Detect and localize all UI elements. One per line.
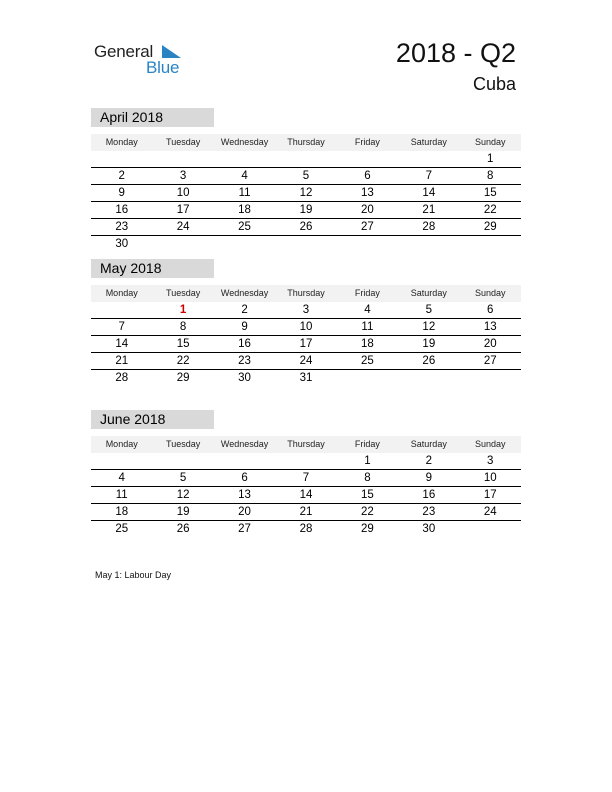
holiday-note: May 1: Labour Day bbox=[95, 570, 172, 580]
day-cell: 4 bbox=[364, 304, 371, 316]
day-cell: 19 bbox=[176, 506, 190, 518]
day-cell: 29 bbox=[361, 523, 374, 535]
day-cell: 16 bbox=[115, 204, 129, 216]
day-cell: 20 bbox=[483, 338, 497, 350]
weekday-label: Friday bbox=[354, 439, 380, 449]
week-row bbox=[91, 353, 521, 370]
day-cell: 9 bbox=[241, 321, 248, 333]
day-cell: 25 bbox=[115, 523, 129, 535]
day-cell: 5 bbox=[179, 472, 187, 484]
day-cell: 11 bbox=[238, 187, 251, 199]
day-cell bbox=[398, 370, 459, 386]
day-cell bbox=[275, 236, 336, 252]
weekday-label: Thursday bbox=[287, 288, 325, 298]
weekday-label: Wednesday bbox=[220, 137, 269, 147]
day-cell: 20 bbox=[238, 506, 251, 518]
day-cell: 25 bbox=[238, 221, 251, 233]
logo-text-blue: Blue bbox=[146, 58, 180, 77]
day-cell: 10 bbox=[299, 321, 313, 333]
weekday-label: Thursday bbox=[287, 439, 325, 449]
day-cell: 26 bbox=[299, 221, 313, 233]
weekday-label: Tuesday bbox=[166, 288, 201, 298]
day-cell: 3 bbox=[487, 455, 494, 467]
week-row bbox=[91, 236, 521, 252]
day-cell: 31 bbox=[299, 372, 313, 384]
day-cell: 7 bbox=[302, 472, 310, 484]
week-row bbox=[91, 453, 521, 470]
day-cell: 15 bbox=[176, 338, 190, 350]
week-row bbox=[91, 370, 521, 386]
day-cell: 21 bbox=[422, 204, 436, 216]
day-cell: 15 bbox=[483, 187, 497, 199]
day-cell: 3 bbox=[179, 170, 187, 182]
day-cell: 9 bbox=[425, 472, 433, 484]
week-row bbox=[91, 487, 521, 504]
month-may bbox=[91, 259, 521, 386]
day-cell: 24 bbox=[299, 355, 313, 367]
day-cell: 17 bbox=[176, 204, 190, 216]
day-cell: 18 bbox=[238, 204, 251, 216]
weekday-label: Saturday bbox=[410, 288, 447, 298]
day-cell: 13 bbox=[483, 321, 497, 333]
day-cell bbox=[275, 453, 336, 469]
day-cell: 3 bbox=[302, 304, 310, 316]
day-cell: 14 bbox=[422, 187, 436, 199]
day-cell: 12 bbox=[299, 187, 313, 199]
day-cell bbox=[214, 236, 275, 252]
day-cell bbox=[91, 151, 152, 167]
day-cell: 14 bbox=[299, 489, 313, 501]
day-cell: 30 bbox=[238, 372, 251, 384]
day-cell: 9 bbox=[118, 187, 125, 199]
day-cell bbox=[460, 370, 521, 386]
day-cell bbox=[214, 453, 275, 469]
day-cell: 30 bbox=[115, 238, 129, 250]
day-cell bbox=[152, 151, 213, 167]
holiday-notes bbox=[95, 570, 171, 580]
week-row bbox=[91, 202, 521, 219]
weekday-label: Thursday bbox=[287, 137, 325, 147]
day-cell: 16 bbox=[238, 338, 251, 350]
country-name: Cuba bbox=[472, 74, 516, 94]
day-cell bbox=[275, 151, 336, 167]
day-cell: 16 bbox=[422, 489, 436, 501]
day-cell bbox=[398, 236, 459, 252]
day-cell: 28 bbox=[299, 523, 313, 535]
day-cell: 1 bbox=[364, 455, 371, 467]
day-cell: 20 bbox=[361, 204, 374, 216]
weekday-label: Monday bbox=[105, 137, 138, 147]
day-cell bbox=[91, 453, 152, 469]
day-cell: 23 bbox=[238, 355, 251, 367]
day-cell bbox=[152, 236, 213, 252]
day-cell: 22 bbox=[176, 355, 190, 367]
day-cell: 23 bbox=[422, 506, 436, 518]
generalblue-logo bbox=[94, 42, 194, 78]
week-row bbox=[91, 168, 521, 185]
month-april bbox=[91, 108, 521, 252]
day-cell: 6 bbox=[241, 472, 248, 484]
weekday-header-row bbox=[91, 285, 521, 302]
month-title: May 2018 bbox=[91, 259, 214, 278]
weekday-label: Sunday bbox=[474, 439, 506, 449]
day-cell: 22 bbox=[483, 204, 497, 216]
day-cell: 6 bbox=[487, 304, 494, 316]
day-cell: 21 bbox=[299, 506, 313, 518]
day-cell: 27 bbox=[361, 221, 374, 233]
day-cell bbox=[214, 151, 275, 167]
day-cell bbox=[398, 151, 459, 167]
day-cell: 7 bbox=[425, 170, 433, 182]
day-cell: 21 bbox=[115, 355, 129, 367]
weekday-label: Saturday bbox=[410, 439, 447, 449]
day-cell: 26 bbox=[176, 523, 190, 535]
day-cell: 6 bbox=[364, 170, 371, 182]
week-row bbox=[91, 185, 521, 202]
day-cell: 12 bbox=[176, 489, 190, 501]
day-cell bbox=[460, 521, 521, 537]
day-cell bbox=[337, 370, 398, 386]
day-cell: 5 bbox=[425, 304, 433, 316]
day-cell: 12 bbox=[422, 321, 436, 333]
week-row bbox=[91, 302, 521, 319]
day-cell bbox=[337, 151, 398, 167]
month-title: April 2018 bbox=[91, 108, 214, 127]
day-cell: 15 bbox=[361, 489, 374, 501]
weekday-label: Sunday bbox=[474, 288, 506, 298]
day-cell bbox=[337, 236, 398, 252]
month-title: June 2018 bbox=[91, 410, 214, 429]
week-row bbox=[91, 219, 521, 236]
day-cell: 19 bbox=[299, 204, 313, 216]
day-cell: 5 bbox=[302, 170, 310, 182]
day-cell: 18 bbox=[361, 338, 374, 350]
month-june bbox=[91, 410, 521, 537]
day-cell bbox=[152, 453, 213, 469]
week-row bbox=[91, 504, 521, 521]
day-cell: 24 bbox=[483, 506, 497, 518]
day-cell: 10 bbox=[176, 187, 190, 199]
day-cell: 18 bbox=[115, 506, 129, 518]
day-cell: 4 bbox=[118, 472, 125, 484]
weekday-label: Wednesday bbox=[220, 439, 269, 449]
day-cell: 2 bbox=[241, 304, 248, 316]
day-cell: 1 bbox=[487, 153, 494, 165]
day-cell bbox=[460, 236, 521, 252]
logo-text-general: General bbox=[94, 42, 154, 61]
day-cell: 17 bbox=[299, 338, 313, 350]
holiday-day-cell: 1 bbox=[179, 304, 187, 316]
day-cell: 2 bbox=[425, 455, 433, 467]
day-cell: 29 bbox=[483, 221, 497, 233]
day-cell: 30 bbox=[422, 523, 436, 535]
day-cell: 29 bbox=[176, 372, 190, 384]
day-cell: 11 bbox=[115, 489, 128, 501]
weekday-label: Tuesday bbox=[166, 439, 201, 449]
weekday-label: Friday bbox=[354, 137, 380, 147]
day-cell: 23 bbox=[115, 221, 129, 233]
weekday-label: Tuesday bbox=[166, 137, 201, 147]
day-cell: 19 bbox=[422, 338, 436, 350]
week-row bbox=[91, 336, 521, 353]
day-cell: 13 bbox=[238, 489, 251, 501]
day-cell: 4 bbox=[241, 170, 248, 182]
weekday-label: Sunday bbox=[474, 137, 506, 147]
weekday-label: Monday bbox=[105, 439, 138, 449]
day-cell: 25 bbox=[361, 355, 374, 367]
day-cell: 28 bbox=[422, 221, 436, 233]
week-row bbox=[91, 319, 521, 336]
weekday-header-row bbox=[91, 134, 521, 151]
weekday-header-row bbox=[91, 436, 521, 453]
logo-flag-icon bbox=[162, 45, 181, 58]
weekday-label: Wednesday bbox=[220, 288, 269, 298]
day-cell bbox=[91, 302, 152, 318]
day-cell: 8 bbox=[364, 472, 371, 484]
weekday-label: Friday bbox=[354, 288, 380, 298]
day-cell: 27 bbox=[483, 355, 497, 367]
day-cell: 2 bbox=[118, 170, 125, 182]
week-row bbox=[91, 151, 521, 168]
day-cell: 10 bbox=[483, 472, 497, 484]
weekday-label: Monday bbox=[105, 288, 138, 298]
day-cell: 17 bbox=[483, 489, 497, 501]
day-cell: 14 bbox=[115, 338, 129, 350]
day-cell: 13 bbox=[361, 187, 374, 199]
day-cell: 24 bbox=[176, 221, 190, 233]
page-title: 2018 - Q2 bbox=[395, 38, 516, 68]
week-row bbox=[91, 470, 521, 487]
day-cell: 8 bbox=[487, 170, 494, 182]
week-row bbox=[91, 521, 521, 537]
day-cell: 28 bbox=[115, 372, 129, 384]
day-cell: 7 bbox=[118, 321, 125, 333]
day-cell: 26 bbox=[422, 355, 436, 367]
day-cell: 11 bbox=[361, 321, 374, 333]
day-cell: 22 bbox=[361, 506, 374, 518]
day-cell: 27 bbox=[238, 523, 251, 535]
weekday-label: Saturday bbox=[410, 137, 447, 147]
day-cell: 8 bbox=[179, 321, 187, 333]
